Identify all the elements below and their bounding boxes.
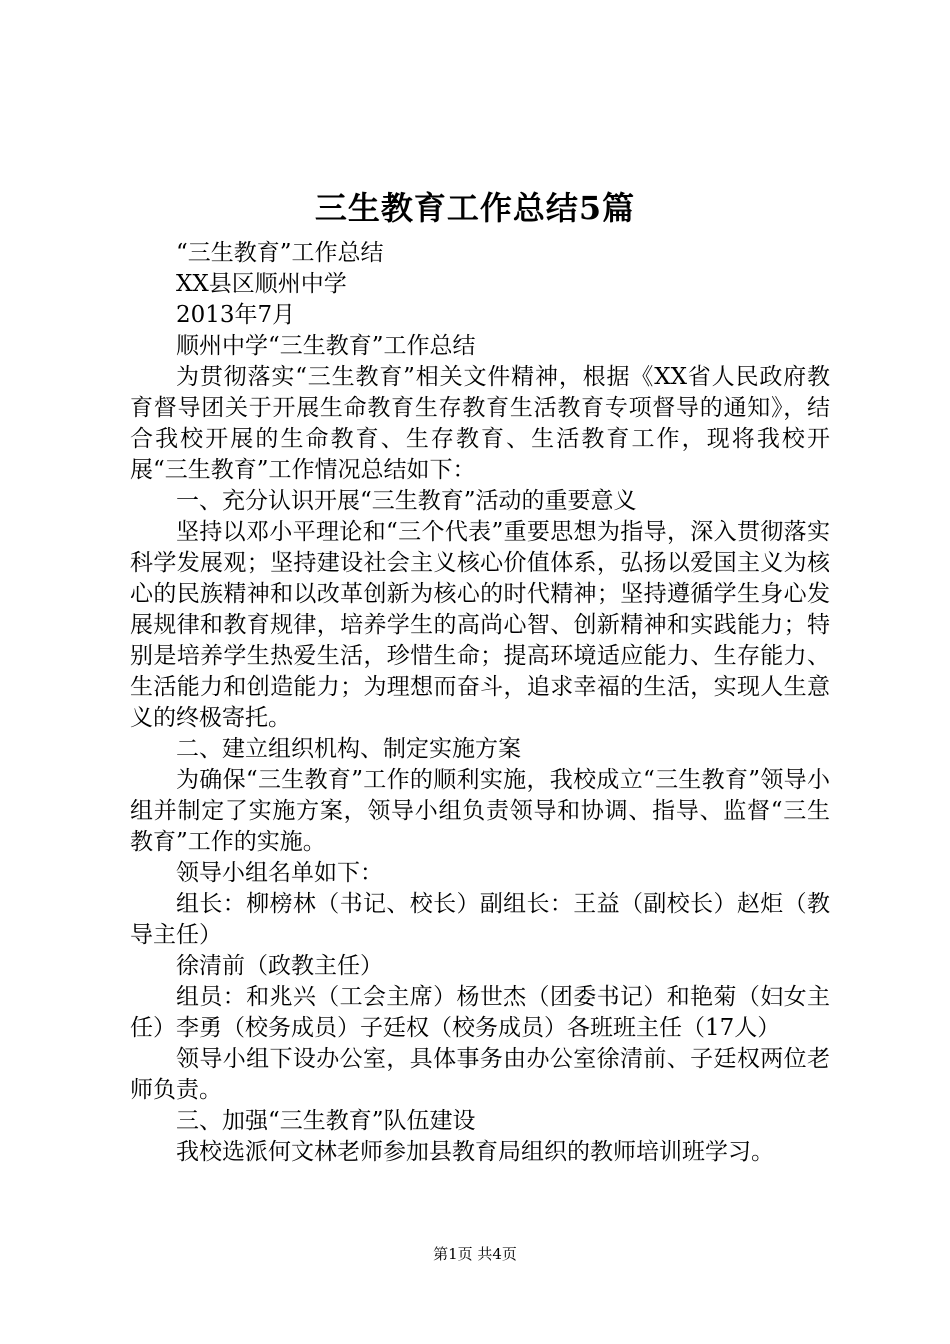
paragraph-training: 我校选派何文林老师参加县教育局组织的教师培训班学习。 [176,1139,774,1165]
paragraph-office: 领导小组下设办公室，具体事务由办公室徐清前、子廷权两位老师负责。 [130,1046,830,1103]
paragraph-leadership-group: 为确保“三生教育”工作的顺利实施，我校成立“三生教育”领导小组并制定了实施方案，领导小组负责领导和协调、指导、监督“三生教育”工作的实施。 [130,767,830,855]
document-title: 三生教育工作总结5篇 [314,189,636,227]
paragraph-guiding-principles: 坚持以邓小平理论和“三个代表”重要思想为指导，深入贯彻落实科学发展观；坚持建设社会主义核心价值体系，弘扬以爱国主义为核心的民族精神和以改革创新为核心的时代精神；坚持遵循学生身心发展规律和教育规律，培养学生的高尚心智、创新精神和实践能力；特别是培养学生热爱生活，珍惜生命；提高环境适应能力、生存能力、生活能力和创造能力；为理想而奋斗，追求幸福的生活，实现人生意义的终极寄托。 [130,519,830,731]
member-members: 组员：和兆兴（工会主席）杨世杰（团委书记）和艳菊（妇女主任）李勇（校务成员）子廷权（校务成员）各班班主任（17人） [130,984,830,1041]
section-heading: “三生教育”工作总结 [176,240,384,266]
member-list-intro: 领导小组名单如下： [176,860,383,886]
member-leaders: 组长：柳榜林（书记、校长）副组长：王益（副校长）赵炬（教导主任） [130,891,830,948]
document-date: 2013年7月 [176,302,296,328]
heading-one: 一、充分认识开展“三生教育”活动的重要意义 [176,488,637,514]
page-footer: 第1页 共4页 [433,1245,517,1263]
school-name: XX县区顺州中学 [176,271,347,297]
intro-paragraph: 为贯彻落实“三生教育”相关文件精神，根据《XX省人民政府教育督导团关于开展生命教育生存教育生活教育专项督导的通知》，结合我校开展的生命教育、生存教育、生活教育工作，现将我校开展“三生教育”工作情况总结如下： [130,364,830,483]
report-title: 顺州中学“三生教育”工作总结 [176,333,476,359]
document-body [130,238,830,1168]
heading-two: 二、建立组织机构、制定实施方案 [176,736,521,762]
heading-three: 三、加强“三生教育”队伍建设 [176,1108,476,1134]
member-director: 徐清前（政教主任） [176,953,383,979]
